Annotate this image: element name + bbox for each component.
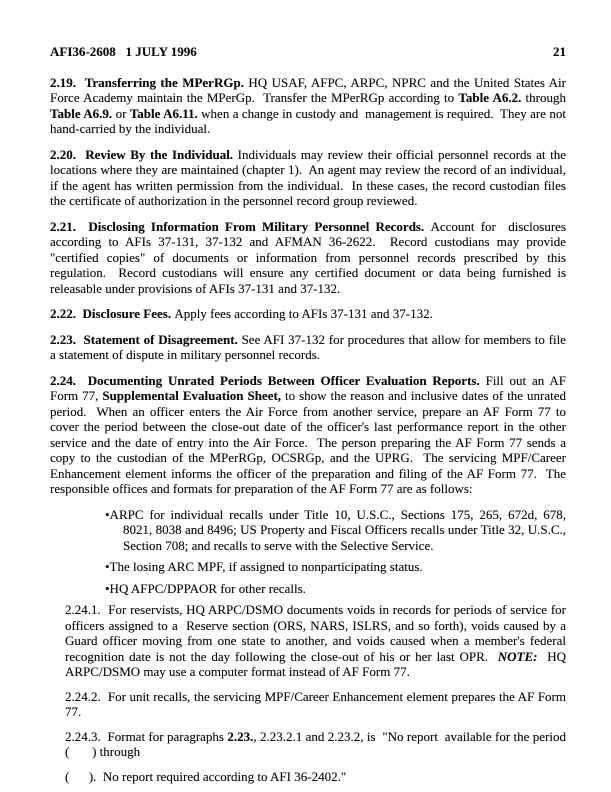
paragraph-2-20: 2.20. Review By the Individual. Individuals may review their official personnel records at the locations where they are maintained (chapter 1). An agent may review the record of an individual, if the agent has written permission from the individual. In these cases, the record custodian files the certificate of authorization in the personnel record group reviewed. bbox=[50, 146, 570, 208]
document-id-and-date: AFI36-2608 1 JULY 1996 bbox=[50, 44, 197, 59]
paragraph-2-24-2: 2.24.2. For unit recalls, the servicing MPF/Career Enhancement element prepares the AF Form 77. bbox=[65, 688, 570, 719]
paragraph-2-23: 2.23. Statement of Disagreement. See AFI 37-132 for procedures that allow for members to file a statement of dispute in military personnel records. bbox=[50, 331, 570, 362]
bullet-losing-arc-mpf: •The losing ARC MPF, if assigned to nonparticipating status. bbox=[105, 559, 423, 574]
page-header bbox=[50, 44, 566, 60]
bullet-arpc-recalls: •ARPC for individual recalls under Title 10, U.S.C., Sections 175, 265, 672d, 678, 8021, 8038 and 8496; US Property and Fiscal Officers recalls under Title 32, U.S.C., Section 708; and recalls to serve with the Selective Service. bbox=[105, 506, 570, 553]
paragraph-2-19: 2.19. Transferring the MPerRGp. HQ USAF, AFPC, ARPC, NPRC and the United States Air Force Academy maintain the MPerGp. Transfer the MPerRGp according to Table A6.2. through Table A6.9. or Table A6.11. when a change in custody and management is required. They are not hand-carried by the individual. bbox=[50, 74, 570, 136]
paragraph-2-24: 2.24. Documenting Unrated Periods Between Officer Evaluation Reports. Fill out an AF Form 77, Supplemental Evaluation Sheet, to show the reason and inclusive dates of the unrated period. When an officer enters the Air Force from another service, prepare an AF Form 77 to cover the period between the close-out date of the officer's last performance report in the other service and the date of entry into the Air Force. The person preparing the AF Form 77 sends a copy to the custodian of the MPerRGp, OCSRGp, and the UPRG. The servicing MPF/Career Enhancement element informs the officer of the preparation and filing of the AF Form 77. The responsible offices and formats for preparation of the AF Form 77 are as follows: bbox=[50, 372, 570, 496]
paragraph-2-24-3-continuation: ( ). No report required according to AFI 36-2402." bbox=[65, 768, 347, 784]
bullet-hq-afpc-dppaor: •HQ AFPC/DPPAOR for other recalls. bbox=[105, 580, 306, 596]
page-number: 21 bbox=[553, 44, 566, 59]
paragraph-2-22: 2.22. Disclosure Fees. Apply fees according to AFIs 37-131 and 37-132. bbox=[50, 306, 433, 321]
paragraph-2-24-3: 2.24.3. Format for paragraphs 2.23., 2.23.2.1 and 2.23.2, is "No report available for the period ( ) through bbox=[65, 728, 570, 759]
paragraph-2-21: 2.21. Disclosing Information From Military Personnel Records. Account for disclosures according to AFIs 37-131, 37-132 and AFMAN 36-2622. Record custodians may provide "certified copies" of documents or information from personnel records prescribed by this regulation. Record custodians will ensure any certified document or data being furnished is releasable under provisions of AFIs 37-131 and 37-132. bbox=[50, 218, 570, 296]
paragraph-2-24-1: 2.24.1. For reservists, HQ ARPC/DSMO documents voids in records for periods of service for officers assigned to a Reserve section (ORS, NARS, ISLRS, and so forth), voids caused by a Guard officer moving from one state to another, and voids caused when a member's federal recognition date is not the day following the close-out of his or her last OPR. NOTE: HQ ARPC/DSMO may use a computer format instead of AF Form 77. bbox=[65, 602, 570, 679]
